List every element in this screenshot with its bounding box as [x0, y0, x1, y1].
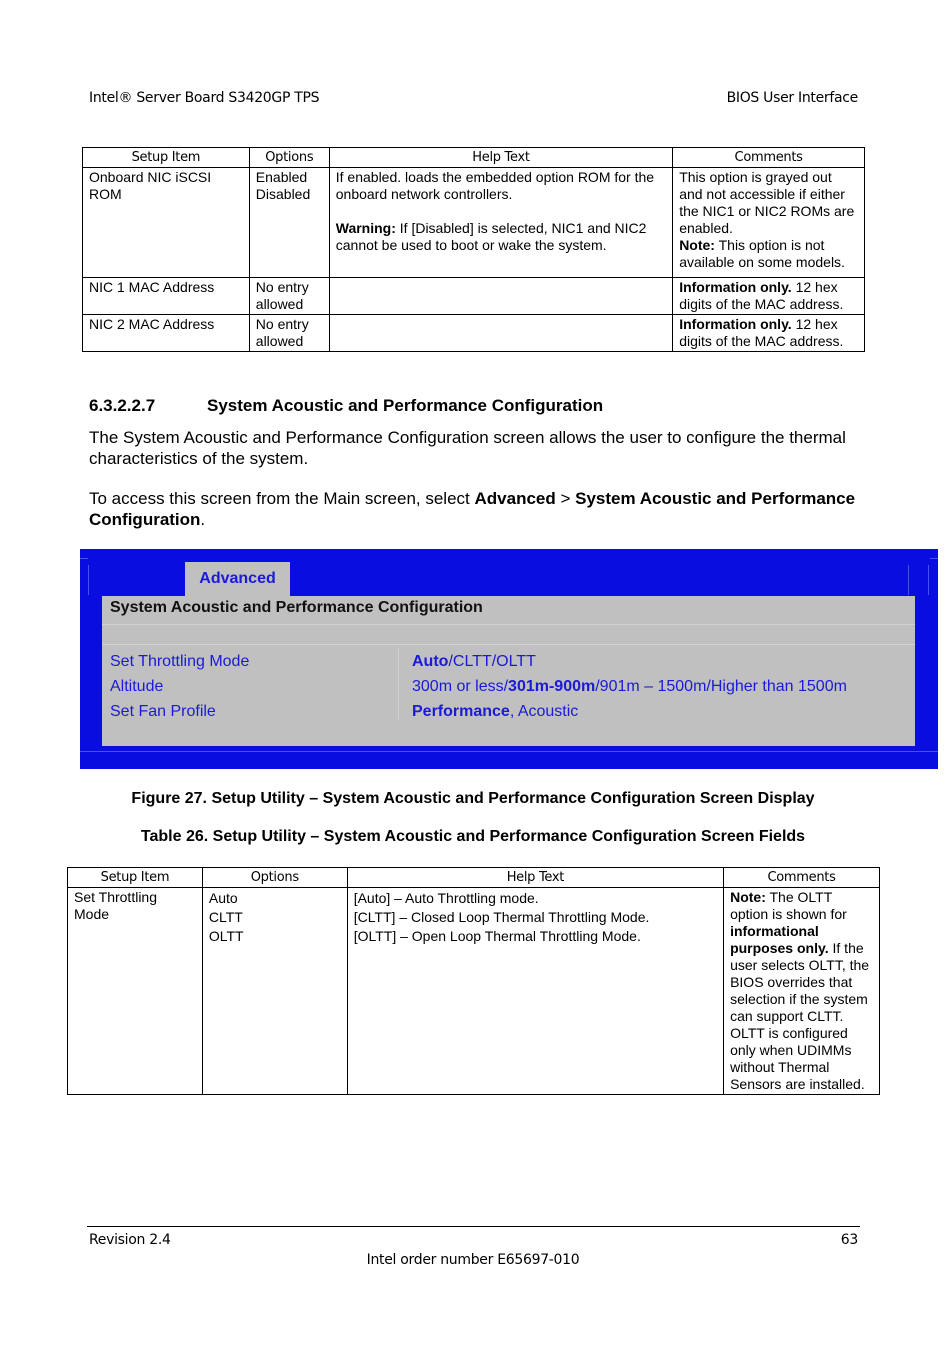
column-header: Options: [249, 148, 329, 168]
setup-item-cell: Set Throttling Mode: [68, 888, 203, 1095]
column-header: Setup Item: [68, 868, 203, 888]
page-header-right: BIOS User Interface: [726, 90, 858, 106]
warning-label: Warning:: [335, 220, 396, 236]
help-text-cell: [329, 278, 672, 315]
fan-profile-value[interactable]: Performance, Acoustic: [412, 703, 579, 720]
table-row: [83, 278, 865, 315]
setup-item-cell: NIC 1 MAC Address: [83, 278, 250, 315]
table-caption: Table 26. Setup Utility – System Acoustic and Performance Configuration Screen Fields: [140, 828, 806, 845]
table-row: [83, 168, 865, 278]
column-header: Help Text: [329, 148, 672, 168]
column-header: Comments: [724, 868, 880, 888]
setup-item-cell: Onboard NIC iSCSI ROM: [83, 168, 250, 278]
footer-revision: Revision 2.4: [89, 1232, 171, 1248]
comments-cell: Information only. 12 hex digits of the MAC address.: [673, 315, 865, 352]
section-title: System Acoustic and Performance Configuration: [207, 396, 604, 415]
options-cell: Auto CLTT OLTT: [202, 888, 347, 1095]
tab-advanced[interactable]: Advanced: [185, 562, 290, 596]
panel-title: System Acoustic and Performance Configuration: [110, 599, 483, 616]
bios-setup-screen: [80, 549, 938, 769]
table-header-row: [68, 868, 880, 888]
column-header: Comments: [673, 148, 865, 168]
section-paragraph: The System Acoustic and Performance Configuration screen allows the user to configure the thermal characteristics of the system.: [89, 428, 846, 468]
options-cell: No entry allowed: [249, 278, 329, 315]
options-cell: No entry allowed: [249, 315, 329, 352]
help-text-cell: [Auto] – Auto Throttling mode. [CLTT] – Closed Loop Thermal Throttling Mode. [OLTT] – Open Loop Thermal Throttling Mode.: [347, 888, 723, 1095]
menu-item-set-fan-profile[interactable]: Set Fan Profile: [110, 703, 216, 720]
altitude-value[interactable]: 300m or less/301m-900m/901m – 1500m/Higher than 1500m: [412, 678, 847, 695]
help-text-cell: If enabled. loads the embedded option ROM for the onboard network controllers. Warning: If [Disabled] is selected, NIC1 and NIC2 cannot be used to boot or wake the system.: [329, 168, 672, 278]
section-paragraph-access: To access this screen from the Main screen, select Advanced > System Acoustic and Performance Configuration.: [89, 489, 856, 529]
note-label: Note:: [679, 237, 715, 253]
comments-cell: Note: The OLTT option is shown for informational purposes only. If the user selects OLTT, the BIOS overrides that selection if the system can support CLTT. OLTT is configured only when UDIMMs without Thermal Sensors are installed.: [724, 888, 880, 1095]
nic-settings-table: [82, 147, 865, 352]
page-header-left: Intel® Server Board S3420GP TPS: [89, 90, 320, 106]
footer-order-number: Intel order number E65697-010: [366, 1252, 580, 1268]
column-header: Help Text: [347, 868, 723, 888]
acoustic-settings-table: [67, 867, 880, 1095]
table-header-row: [83, 148, 865, 168]
section-number: 6.3.2.2.7: [89, 396, 156, 415]
table-row: [83, 315, 865, 352]
footer-divider: [87, 1226, 860, 1227]
table-row: [68, 888, 880, 1095]
help-text-cell: [329, 315, 672, 352]
comments-cell: Information only. 12 hex digits of the MAC address.: [673, 278, 865, 315]
column-header: Setup Item: [83, 148, 250, 168]
options-cell: Enabled Disabled: [249, 168, 329, 278]
column-header: Options: [202, 868, 347, 888]
menu-item-altitude[interactable]: Altitude: [110, 678, 164, 695]
figure-caption: Figure 27. Setup Utility – System Acoustic and Performance Configuration Screen Display: [131, 790, 815, 807]
menu-item-set-throttling-mode[interactable]: Set Throttling Mode: [110, 653, 250, 670]
setup-item-cell: NIC 2 MAC Address: [83, 315, 250, 352]
throttling-mode-value[interactable]: Auto/CLTT/OLTT: [412, 653, 536, 670]
comments-cell: This option is grayed out and not accessible if either the NIC1 or NIC2 ROMs are enabled. Note: This option is not available on some models.: [673, 168, 865, 278]
page-number: 63: [840, 1232, 858, 1248]
bios-panel: [102, 596, 915, 746]
